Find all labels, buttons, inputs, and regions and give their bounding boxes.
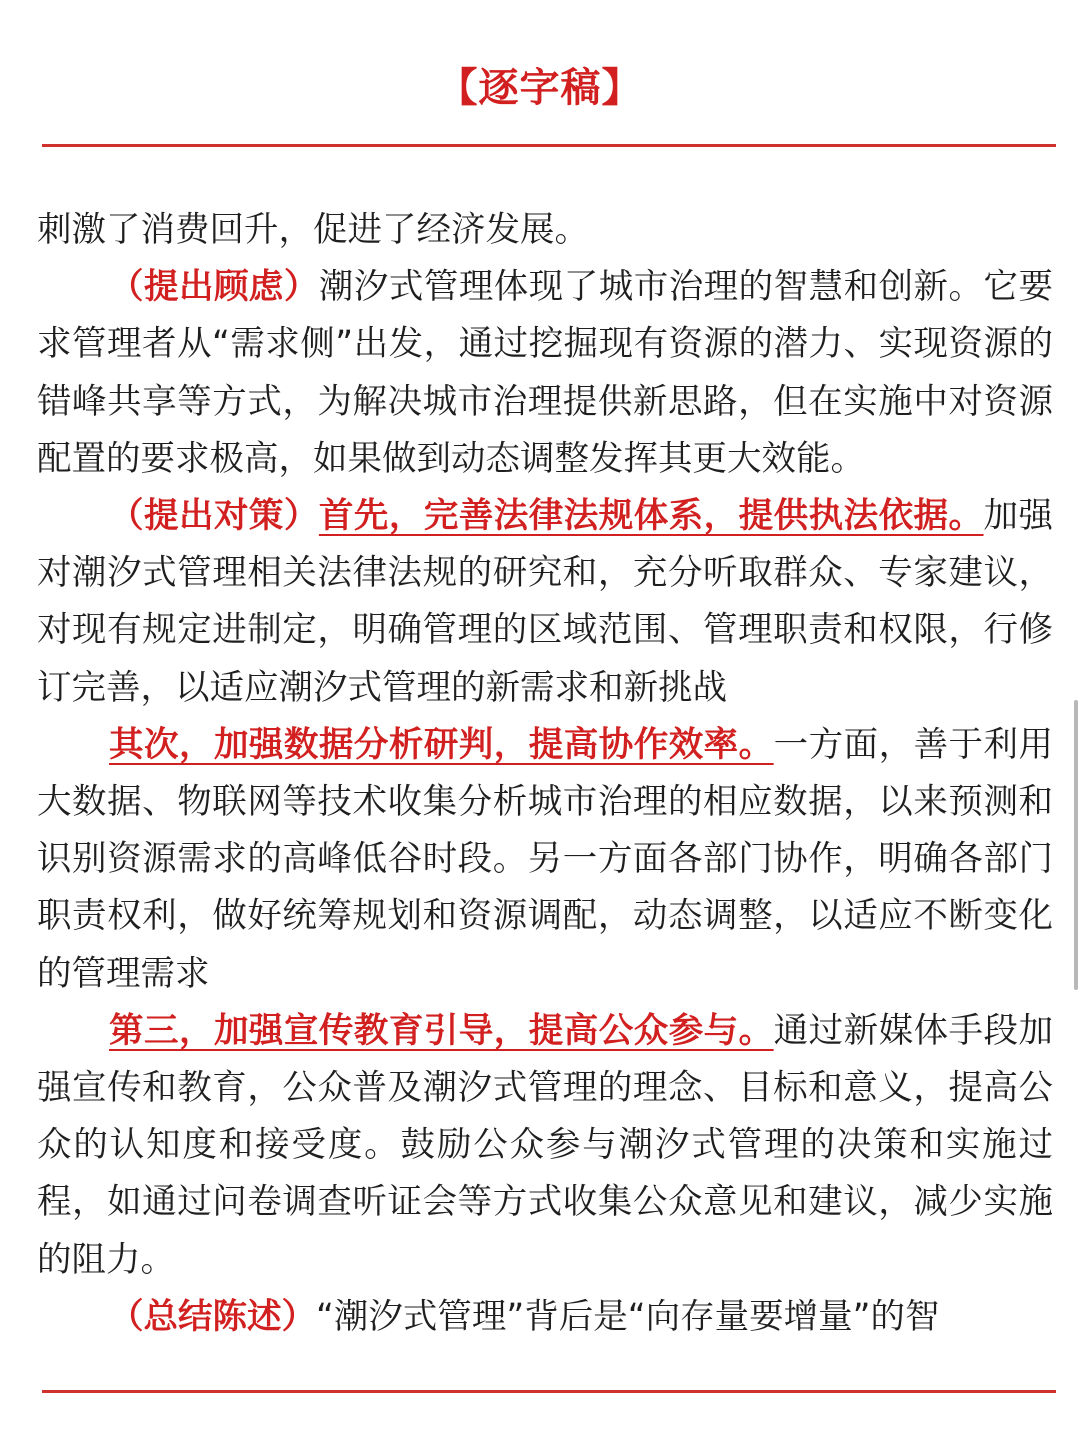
top-divider: [42, 144, 1056, 147]
label-concern: （提出顾虑）: [109, 267, 319, 308]
highlight-third: 第三，加强宣传教育引导，提高公众参与。: [109, 1010, 774, 1051]
paragraph-1: [37, 202, 1053, 259]
paragraph-countermeasure-text: 加强对潮汐式管理相关法律法规的研究和，充分听取群众、专家建议，对现有规定进制定，明确管理的区域范围、管理职责和权限，行修订完善，以适应潮汐式管理的新需求和新挑战: [37, 496, 1054, 708]
paragraph-summary-text: “潮汐式管理”背后是“向存量要增量”的智: [316, 1296, 940, 1337]
scrollbar[interactable]: [1074, 700, 1078, 990]
paragraph-concern: [37, 259, 1053, 488]
highlight-first: 首先，完善法律法规体系，提供执法依据。: [318, 496, 984, 537]
paragraph-1-text: 刺激了消费回升，促进了经济发展。: [37, 210, 589, 250]
paragraph-second: [37, 717, 1053, 1003]
paragraph-third-text: 通过新媒体手段加强宣传和教育，公众普及潮汐式管理的理念、目标和意义，提高公众的认知度和接受度。鼓励公众参与潮汐式管理的决策和实施过程，如通过问卷调查听证会等方式收集公众意见和建议，减少实施的阻力。: [37, 1010, 1054, 1280]
paragraph-second-text: 一方面，善于利用大数据、物联网等技术收集分析城市治理的相应数据，以来预测和识别资源需求的高峰低谷时段。另一方面各部门协作，明确各部门职责权利，做好统筹规划和资源调配，动态调整，以适应不断变化的管理需求: [37, 724, 1054, 994]
article-body: [37, 202, 1053, 1346]
paragraph-concern-text: 潮汐式管理体现了城市治理的智慧和创新。它要求管理者从“需求侧”出发，通过挖掘现有资源的潜力、实现资源的错峰共享等方式，为解决城市治理提供新思路，但在实施中对资源配置的要求极高，如果做到动态调整发挥其更大效能。: [37, 267, 1054, 479]
label-countermeasure: （提出对策）: [109, 496, 319, 537]
paragraph-third: [37, 1003, 1053, 1289]
label-summary: （总结陈述）: [109, 1296, 316, 1337]
paragraph-summary: [37, 1289, 1053, 1346]
paragraph-countermeasure: [37, 488, 1053, 717]
highlight-second: 其次，加强数据分析研判，提高协作效率。: [109, 724, 774, 765]
bottom-divider: [42, 1390, 1056, 1393]
page-title: 【逐字稿】: [437, 65, 643, 111]
